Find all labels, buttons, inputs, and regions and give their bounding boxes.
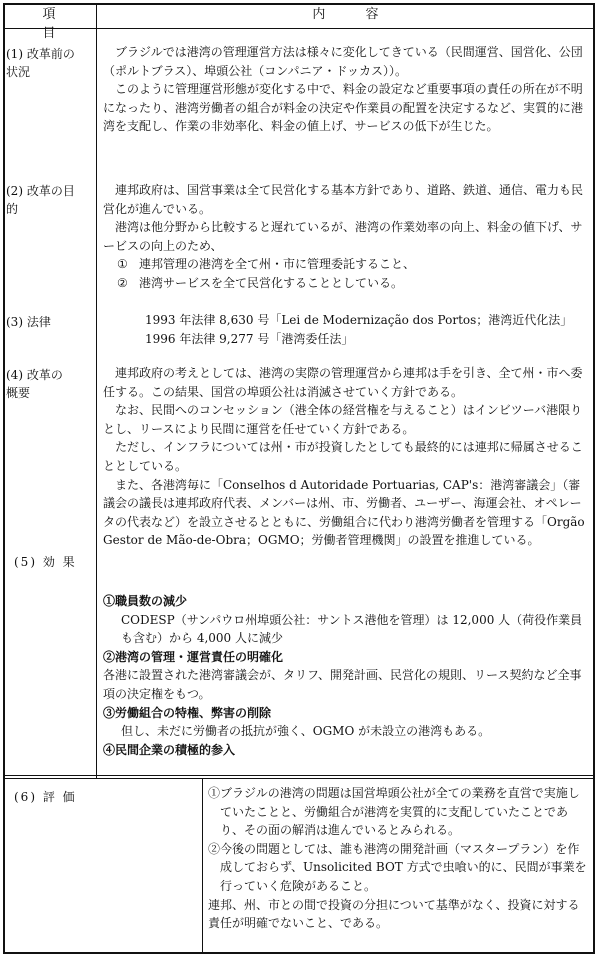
row-content-pre-reform (103, 43, 588, 136)
paragraph: このように管理運営形態が変化する中で、料金の設定など重要事項の責任の所在が不明になったり、港湾労働者の組合が料金の決定や作業員の配置を決定するなど、実質的に港湾を支配し、作業の非効率化、料金の値上げ、サービスの低下が生じた。 (103, 82, 584, 134)
row-content-purpose (103, 181, 588, 293)
row-content-evaluation (208, 784, 590, 933)
header-item: 項 目 (42, 7, 72, 41)
list-item: ① 連邦管理の港湾を全て州・市に管理委託すること、 (117, 257, 416, 272)
evaluation-point: ①ブラジルの港湾の問題は国営埠頭公社が全ての業務を直営で実施していたことと、労働組合が港湾を実質的に支配していたことであり、その面の解消は進んでいるとみられる。 (208, 786, 580, 838)
evaluation-rule-top (4, 775, 594, 776)
column-divider (96, 4, 97, 778)
row-content-effects (103, 592, 588, 759)
effect-heading: ④民間企業の積極的参入 (103, 742, 236, 757)
list-item: ② 港湾サービスを全て民営化することとしている。 (117, 275, 404, 290)
row-label-effects: (5) 効 果 (14, 555, 77, 569)
effect-heading: ②港湾の管理・運営責任の明確化 (103, 649, 284, 664)
effect-body: 各港に設置された港湾審議会が、タリフ、開発計画、民営化の規則、リース契約など全事項の決定権をもつ。 (103, 668, 582, 701)
effect-body: CODESP（サンパウロ州埠頭公社：サントス港他を管理）は 12,000 人（荷役作業員も含む）から 4,000 人に減少 (121, 612, 583, 646)
paragraph: 連邦政府の考えとしては、港湾の実際の管理運営から連邦は手を引き、全て州・市へ委任する。この結果、国営の埠頭公社は消滅させていく方針である。 (103, 366, 583, 399)
row-label-law: (3) 法律 (6, 315, 51, 329)
law-line: 1993 年法律 8,630 号「Lei de Modernização dos Portos；港湾近代化法」 (145, 313, 573, 327)
evaluation-point: 連邦、州、市との間で投資の分担について基準がなく、投資に対する責任が明確でないこと、である。 (208, 897, 580, 931)
row-label-purpose: (2) 改革の目 的 (6, 184, 75, 216)
paragraph: また、各港湾毎に「Conselhos d Autoridade Portuarias, CAP's：港湾審議会」（審議会の議長は連邦政府代表、メンバーは州、市、労働者、ユーザー、海運会社、オペレータの代表など）を設立させるとともに、労働組合に代わり港湾労働者を管理する「Orgão Gestor de Mão-de-Obra；OGMO；労働者管理機関」の設置を推進している。 (103, 477, 585, 548)
effect-heading: ③労働組合の特権、弊害の削除 (103, 705, 272, 720)
row-content-law (103, 311, 588, 348)
header-content: 内 容 (312, 7, 397, 22)
paragraph: 連邦政府は、国営事業は全て民営化する基本方針であり、道路、鉄道、通信、電力も民営化が進んでいる。 (103, 183, 584, 216)
row-label-pre-reform: (1) 改革前の 状況 (6, 47, 75, 79)
paragraph: なお、民間へのコンセッション（港全体の経営権を与えること）はインビツーバ港限りとし、リースにより民間に運営を任せていく方針である。 (103, 403, 583, 436)
paragraph: ただし、インフラについては州・市が投資したとしても最終的には連邦に帰属させることとしている。 (103, 440, 583, 473)
effect-body: 但し、未だに労働者の抵抗が強く、OGMO が未設立の港湾もある。 (121, 724, 491, 739)
row-label-overview: (4) 改革の 概要 (6, 368, 63, 400)
evaluation-rule-bottom (4, 778, 594, 779)
evaluation-point: ②今後の問題としては、誰も港湾の開発計画（マスタープラン）を作成しておらず、Unsolicited BOT 方式で虫喰い的に、民間が事業を行っていく危険があること。 (208, 841, 587, 893)
paragraph: ブラジルでは港湾の管理運営方法は様々に変化してきている（民間運営、国営化、公団（ポルトブラス）、埠頭公社（コンパニア・ドッカス））。 (103, 45, 583, 78)
law-line: 1996 年法律 9,277 号「港湾委任法」 (145, 331, 354, 346)
evaluation-divider (202, 778, 203, 953)
effect-heading: ①職員数の減少 (103, 594, 188, 608)
paragraph: 港湾は他分野から比較すると遅れているが、港湾の作業効率の向上、料金の値下げ、サービスの向上のため、 (103, 220, 583, 253)
row-content-overview (103, 364, 588, 550)
row-label-evaluation: (6) 評 価 (14, 790, 77, 804)
